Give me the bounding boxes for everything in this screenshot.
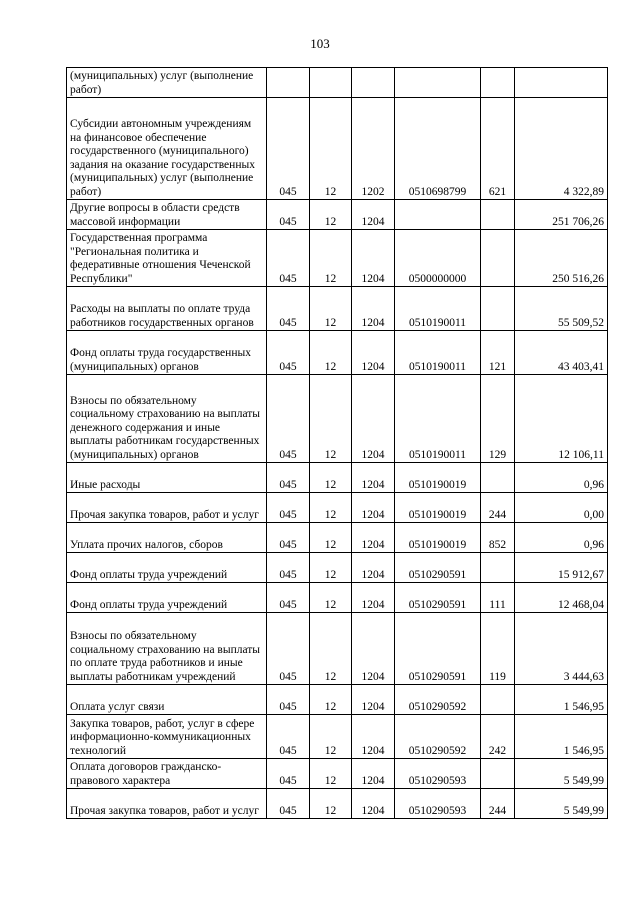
target-article-code: 0510290592: [395, 715, 481, 759]
expense-type-code: 242: [481, 715, 515, 759]
target-article-code: 0500000000: [395, 230, 481, 287]
section-code: 12: [310, 715, 352, 759]
table-row: [67, 463, 608, 493]
amount: 1 546,95: [515, 685, 608, 715]
subsection-code: [352, 68, 395, 98]
subsection-code: 1204: [352, 583, 395, 613]
amount: 251 706,26: [515, 200, 608, 230]
ved-code: 045: [267, 287, 310, 331]
table-row: [67, 685, 608, 715]
ved-code: 045: [267, 553, 310, 583]
section-code: 12: [310, 493, 352, 523]
table-row: [67, 331, 608, 375]
item-name: Фонд оплаты труда учреждений: [67, 553, 267, 583]
ved-code: 045: [267, 331, 310, 375]
expense-type-code: [481, 759, 515, 789]
expense-type-code: 111: [481, 583, 515, 613]
table-row: [67, 715, 608, 759]
item-name: Взносы по обязательному социальному страхованию на выплаты денежного содержания и иные выплаты работникам государственных (муниципальных) органов: [67, 375, 267, 463]
subsection-code: 1204: [352, 789, 395, 819]
section-code: 12: [310, 375, 352, 463]
table-row: [67, 68, 608, 98]
page-number: 103: [310, 36, 330, 51]
target-article-code: 0510290591: [395, 553, 481, 583]
target-article-code: 0510290591: [395, 613, 481, 685]
target-article-code: 0510290593: [395, 789, 481, 819]
section-code: 12: [310, 331, 352, 375]
subsection-code: 1204: [352, 375, 395, 463]
table-row: [67, 230, 608, 287]
table-row: [67, 200, 608, 230]
table-row: [67, 583, 608, 613]
ved-code: 045: [267, 200, 310, 230]
table-row: [67, 789, 608, 819]
amount: 0,00: [515, 493, 608, 523]
section-code: 12: [310, 685, 352, 715]
target-article-code: 0510190011: [395, 287, 481, 331]
target-article-code: 0510698799: [395, 98, 481, 200]
target-article-code: 0510290591: [395, 583, 481, 613]
target-article-code: 0510190019: [395, 523, 481, 553]
section-code: 12: [310, 613, 352, 685]
item-name: Оплата услуг связи: [67, 685, 267, 715]
amount: 55 509,52: [515, 287, 608, 331]
expense-type-code: 121: [481, 331, 515, 375]
ved-code: 045: [267, 759, 310, 789]
amount: 250 516,26: [515, 230, 608, 287]
subsection-code: 1202: [352, 98, 395, 200]
item-name: Прочая закупка товаров, работ и услуг: [67, 789, 267, 819]
section-code: 12: [310, 523, 352, 553]
section-code: 12: [310, 553, 352, 583]
ved-code: 045: [267, 98, 310, 200]
table-row: [67, 287, 608, 331]
section-code: 12: [310, 98, 352, 200]
target-article-code: 0510190019: [395, 463, 481, 493]
expense-type-code: [481, 553, 515, 583]
target-article-code: 0510290592: [395, 685, 481, 715]
amount: 43 403,41: [515, 331, 608, 375]
expense-type-code: [481, 200, 515, 230]
item-name: Закупка товаров, работ, услуг в сфере информационно-коммуникационных технологий: [67, 715, 267, 759]
amount: 5 549,99: [515, 789, 608, 819]
target-article-code: 0510190011: [395, 375, 481, 463]
section-code: 12: [310, 583, 352, 613]
section-code: 12: [310, 230, 352, 287]
ved-code: 045: [267, 613, 310, 685]
amount: 3 444,63: [515, 613, 608, 685]
amount: 0,96: [515, 523, 608, 553]
amount: 5 549,99: [515, 759, 608, 789]
item-name: Субсидии автономным учреждениям на финансовое обеспечение государственного (муниципального) задания на оказание государственных (муниципальных) услуг (выполнение работ): [67, 98, 267, 200]
amount: 12 106,11: [515, 375, 608, 463]
ved-code: 045: [267, 685, 310, 715]
amount: 1 546,95: [515, 715, 608, 759]
expense-type-code: [481, 287, 515, 331]
expense-type-code: [481, 463, 515, 493]
section-code: 12: [310, 463, 352, 493]
expense-type-code: 244: [481, 789, 515, 819]
expense-type-code: 119: [481, 613, 515, 685]
item-name: Уплата прочих налогов, сборов: [67, 523, 267, 553]
item-name: Прочая закупка товаров, работ и услуг: [67, 493, 267, 523]
item-name: Фонд оплаты труда учреждений: [67, 583, 267, 613]
ved-code: 045: [267, 789, 310, 819]
ved-code: 045: [267, 583, 310, 613]
item-name: Фонд оплаты труда государственных (муниципальных) органов: [67, 331, 267, 375]
item-name: (муниципальных) услуг (выполнение работ): [67, 68, 267, 98]
amount: 0,96: [515, 463, 608, 493]
subsection-code: 1204: [352, 463, 395, 493]
target-article-code: 0510190011: [395, 331, 481, 375]
expense-type-code: 244: [481, 493, 515, 523]
section-code: 12: [310, 287, 352, 331]
subsection-code: 1204: [352, 613, 395, 685]
section-code: [310, 68, 352, 98]
amount: 12 468,04: [515, 583, 608, 613]
item-name: Взносы по обязательному социальному страхованию на выплаты по оплате труда работников и иные выплаты работникам учреждений: [67, 613, 267, 685]
item-name: Иные расходы: [67, 463, 267, 493]
subsection-code: 1204: [352, 200, 395, 230]
amount: [515, 68, 608, 98]
ved-code: 045: [267, 523, 310, 553]
target-article-code: 0510290593: [395, 759, 481, 789]
subsection-code: 1204: [352, 493, 395, 523]
item-name: Оплата договоров гражданско-правового характера: [67, 759, 267, 789]
ved-code: 045: [267, 463, 310, 493]
subsection-code: 1204: [352, 287, 395, 331]
item-name: Другие вопросы в области средств массовой информации: [67, 200, 267, 230]
subsection-code: 1204: [352, 685, 395, 715]
expense-type-code: [481, 230, 515, 287]
subsection-code: 1204: [352, 523, 395, 553]
table-row: [67, 493, 608, 523]
table-row: [67, 759, 608, 789]
subsection-code: 1204: [352, 331, 395, 375]
target-article-code: 0510190019: [395, 493, 481, 523]
table-row: [67, 613, 608, 685]
item-name: Расходы на выплаты по оплате труда работников государственных органов: [67, 287, 267, 331]
ved-code: 045: [267, 375, 310, 463]
budget-table: [66, 67, 608, 819]
section-code: 12: [310, 789, 352, 819]
ved-code: 045: [267, 715, 310, 759]
expense-type-code: 129: [481, 375, 515, 463]
table-row: [67, 523, 608, 553]
amount: 4 322,89: [515, 98, 608, 200]
target-article-code: [395, 200, 481, 230]
table-row: [67, 375, 608, 463]
ved-code: [267, 68, 310, 98]
amount: 15 912,67: [515, 553, 608, 583]
expense-type-code: [481, 68, 515, 98]
subsection-code: 1204: [352, 553, 395, 583]
section-code: 12: [310, 200, 352, 230]
table-row: [67, 98, 608, 200]
subsection-code: 1204: [352, 759, 395, 789]
table-row: [67, 553, 608, 583]
expense-type-code: 852: [481, 523, 515, 553]
ved-code: 045: [267, 493, 310, 523]
section-code: 12: [310, 759, 352, 789]
target-article-code: [395, 68, 481, 98]
subsection-code: 1204: [352, 715, 395, 759]
item-name: Государственная программа "Региональная политика и федеративные отношения Чеченской Республики": [67, 230, 267, 287]
expense-type-code: 621: [481, 98, 515, 200]
expense-type-code: [481, 685, 515, 715]
subsection-code: 1204: [352, 230, 395, 287]
ved-code: 045: [267, 230, 310, 287]
